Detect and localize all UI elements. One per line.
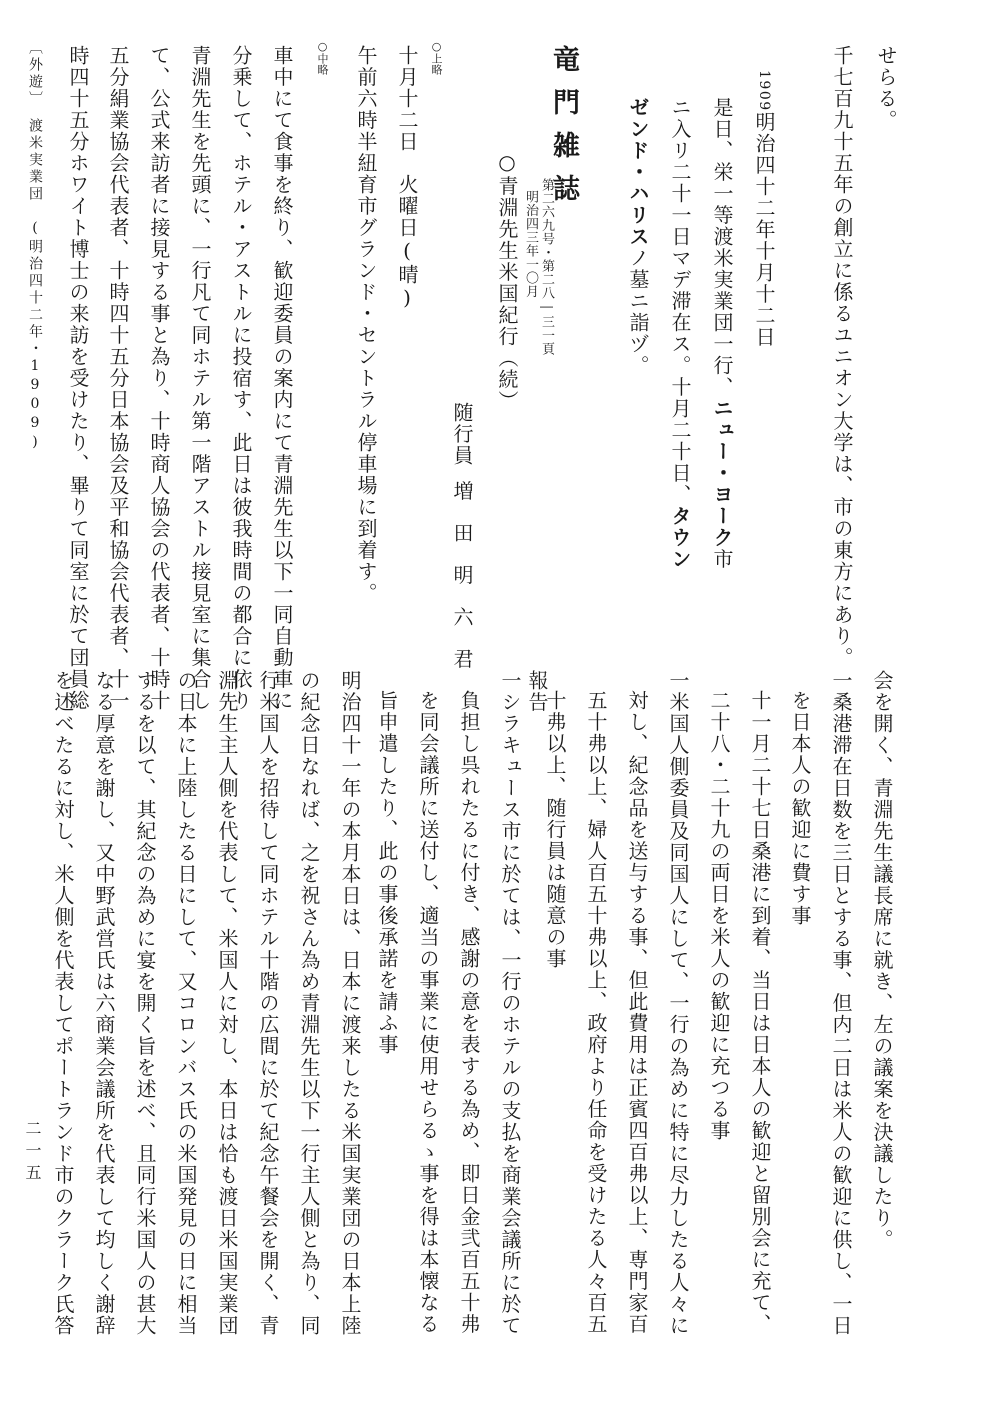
text-column: せらる。 bbox=[874, 45, 898, 131]
article-title: ○青淵先生米国紀行（続） bbox=[495, 150, 519, 412]
text-column: を同会議所に送付し、適当の事業に使用せらるゝ事を得は本懐なる bbox=[416, 690, 440, 1335]
text-column: 二十八・二十九の両日を米人の歓迎に充つる事 bbox=[707, 690, 731, 1142]
text-column: 淵先生主人側を代表して、米国人に対し、本日は恰も渡日米国実業団 bbox=[215, 670, 239, 1337]
text-column: 車中にて食事を終り、歓迎委員の案内にて青淵先生以下一同自動車に bbox=[270, 45, 294, 712]
diary-date: 十月十二日 火曜日(晴) bbox=[395, 45, 419, 311]
person-name: タウン bbox=[668, 505, 692, 570]
text-column: を述べたるに対し、米人側を代表してポートランド市のクラーク氏答 bbox=[51, 670, 75, 1337]
text-column: 対し、紀念品を送与する事、但此費用は正賓四百弗以上、専門家百 bbox=[625, 690, 649, 1335]
person-name: ゼンド・ハリス bbox=[626, 97, 650, 248]
text-column bbox=[628, 97, 648, 377]
source-issue: 第二六九号・第二八―三一頁 bbox=[539, 178, 554, 356]
text-column: 会を開く、青淵先生議長席に就き、左の議案を決議したり。 bbox=[870, 670, 894, 1251]
text-column: するを以て、其紀念の為めに宴を開く旨を述べ、且同行米国人の甚大 bbox=[133, 670, 157, 1337]
text-column: 時四十五分ホワイト博士の来訪を受けたり、畢りて同室に於て団員総 bbox=[66, 45, 90, 712]
author-role: 随行員 bbox=[450, 402, 474, 467]
omission-mark: ○中略 bbox=[316, 40, 329, 75]
text-column: 十一月二十七日桑港に到着、当日は日本人の歓迎と留別会に充て、 bbox=[748, 690, 772, 1335]
text-column: 分乗して、ホテル・アストルに投宿す、此日は彼我時間の都合に依り bbox=[229, 45, 253, 712]
text-column: 一シラキュース市に於ては、一行のホテルの支払を商業会議所に於て bbox=[498, 670, 522, 1337]
page-number: 二一五 bbox=[23, 1120, 42, 1186]
text-column: の日本に上陸したる日にして、又コロンバス氏の米国発見の日に相当 bbox=[174, 670, 198, 1337]
text-fragment: ノ墓ニ詣ヅ。 bbox=[626, 247, 650, 377]
text-column: 一桑港滞在日数を三日とする事、但内二日は米人の歓迎に供し、一日 bbox=[829, 670, 853, 1337]
text-fragment: 市 bbox=[710, 548, 734, 570]
text-column: て、公式来訪者に接見する事と為り、十時商人協会の代表者、十時十 bbox=[147, 45, 171, 712]
japanese-date: 明治四十二年十月十二日 bbox=[752, 111, 776, 349]
text-column: の紀念日なれば、之を祝さん為め青淵先生以下一行主人側と為り、同 bbox=[297, 670, 321, 1337]
western-year: 1909 bbox=[756, 70, 772, 112]
date-heading bbox=[754, 70, 774, 348]
text-column bbox=[712, 97, 732, 570]
text-column: を日本人の歓迎に費す事 bbox=[788, 690, 812, 927]
text-column: 五分絹業協会代表者、十時四十五分日本協会及平和協会代表者、十一 bbox=[106, 45, 130, 712]
place-name: ニュー・ヨーク bbox=[710, 398, 734, 549]
text-column: なる厚意を謝し、又中野武営氏は六商業会議所を代表して均しく謝辞 bbox=[92, 670, 116, 1337]
text-column: 午前六時半紐育市グランド・セントラル停車場に到着す。 bbox=[354, 45, 378, 604]
source-title: 竜門雑誌 bbox=[548, 45, 579, 217]
text-column: 旨申遣したり、此の事後承諾を請ふ事 bbox=[375, 690, 399, 1056]
text-column: 一米国人側委員及同国人にして、一行の為めに特に尽力したる人々に bbox=[666, 670, 690, 1337]
text-fragment: ニ入リ二十一日マデ滞在ス。十月二十日、 bbox=[668, 97, 692, 506]
text-column: 明治四十一年の本月本日は、日本に渡来したる米国実業団の日本上陸 bbox=[338, 670, 362, 1337]
text-fragment: 是日、栄一等渡米実業団一行、 bbox=[710, 97, 734, 398]
author-line bbox=[452, 402, 472, 691]
text-column bbox=[670, 97, 690, 570]
text-column: 行米国人を招待して同ホテル十階の広間に於て紀念午餐会を開く、青 bbox=[256, 670, 280, 1337]
omission-mark: ○上略 bbox=[430, 40, 443, 75]
text-column: 青淵先生を先頭に、一行凡て同ホテル第一階アストル接見室に集合し bbox=[188, 45, 212, 712]
text-column: 千七百九十五年の創立に係るユニオン大学は、市の東方にあり。 bbox=[830, 45, 854, 669]
text-column: 負担し呉れたるに付き、感謝の意を表する為め、即日金弐百五十弗 bbox=[457, 690, 481, 1335]
text-column: 五十弗以上、婦人百五十弗以上、政府より任命を受けたる人々百五 bbox=[584, 690, 608, 1335]
running-head: 〔外遊〕 渡米実業団 (明治四十二年・1909) bbox=[27, 40, 43, 453]
source-date: 明治四三年一〇月 bbox=[523, 190, 538, 298]
text-column: 十弗以上、随行員は随意の事 bbox=[543, 690, 567, 970]
report-heading: 報告 bbox=[525, 670, 549, 713]
author-name: 増田明六君 bbox=[450, 480, 474, 691]
